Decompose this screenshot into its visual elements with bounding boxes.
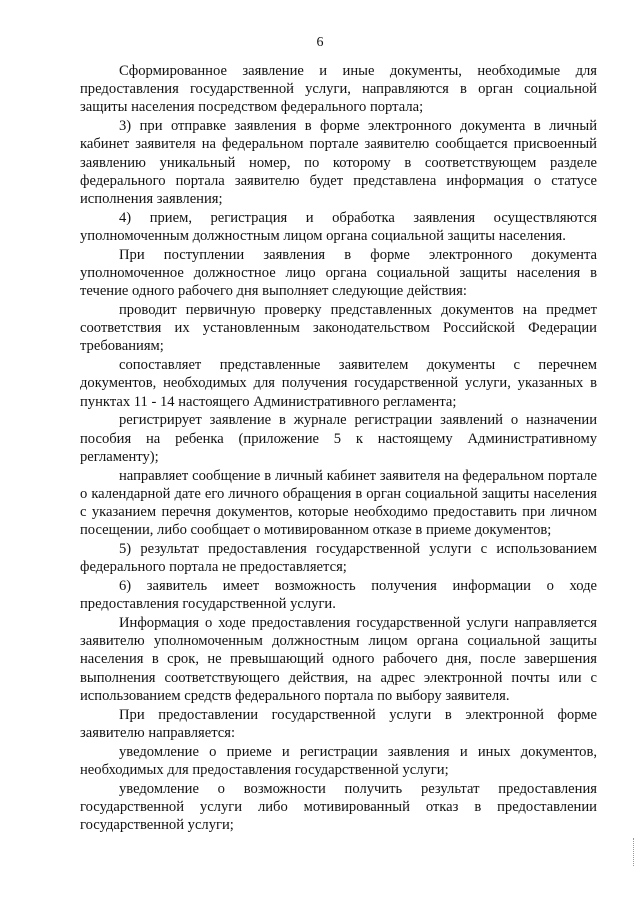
paragraph-14: уведомление о возможности получить результат предоставления государственной услуги либо мотивированный отказ в предоставлении государственной услуги; xyxy=(80,780,597,834)
paragraph-10: 6) заявитель имеет возможность получения информации о ходе предоставления государственной услуги. xyxy=(80,578,597,613)
paragraph-11: Информация о ходе предоставления государственной услуги направляется заявителю уполномоченным должностным лицом органа социальной защиты населения в срок, не превышающий одного рабочего дня, после завершения выполнения соответствующего действия, на адрес электронной почты или с использованием средств федерального портала по выбору заявителя. xyxy=(80,615,597,704)
paragraph-7: регистрирует заявление в журнале регистрации заявлений о назначении пособия на ребенка (приложение 5 к настоящему Административному регламенту); xyxy=(80,412,597,465)
paragraph-12: При предоставлении государственной услуги в электронной форме заявителю направляется: xyxy=(80,706,597,741)
paragraph-8: направляет сообщение в личный кабинет заявителя на федеральном портале о календарной дате его личного обращения в орган социальной защиты населения с указанием перечня документов, которые необходимо предоставить при личном посещении, либо сообщает о мотивированном отказе в приеме документов; xyxy=(80,467,597,539)
paragraph-13: уведомление о приеме и регистрации заявления и иных документов, необходимых для предоставления государственной услуги; xyxy=(80,743,597,778)
paragraph-9: 5) результат предоставления государственной услуги с использованием федерального портала не предоставляется; xyxy=(80,541,597,576)
paragraph-5: проводит первичную проверку представленных документов на предмет соответствия их установленным законодательством Российской Федерации требованиям; xyxy=(80,302,597,355)
paragraph-4: При поступлении заявления в форме электронного документа уполномоченное должностное лицо органа социальной защиты населения в течение одного рабочего дня выполняет следующие действия: xyxy=(80,246,597,300)
paragraph-6: сопоставляет представленные заявителем документы с перечнем документов, необходимых для получения государственной услуги, указанных в пунктах 11 - 14 настоящего Административного регламента; xyxy=(80,357,597,410)
scan-edge-mark xyxy=(633,838,636,866)
paragraph-3: 4) прием, регистрация и обработка заявления осуществляются уполномоченным должностным лицом органа социальной защиты населения. xyxy=(80,209,597,245)
paragraph-1: Сформированное заявление и иные документы, необходимые для предоставления государственной услуги, направляются в орган социальной защиты населения посредством федерального портала; xyxy=(80,63,597,116)
paragraph-2: 3) при отправке заявления в форме электронного документа в личный кабинет заявителя на федеральном портале заявителю сообщается присвоенный заявлению уникальный номер, по которому в соответствующем разделе федерального портала заявителю будет представлена информация о статусе исполнения заявления; xyxy=(80,118,597,208)
document-body xyxy=(80,62,597,835)
page-number: 6 xyxy=(316,35,324,50)
